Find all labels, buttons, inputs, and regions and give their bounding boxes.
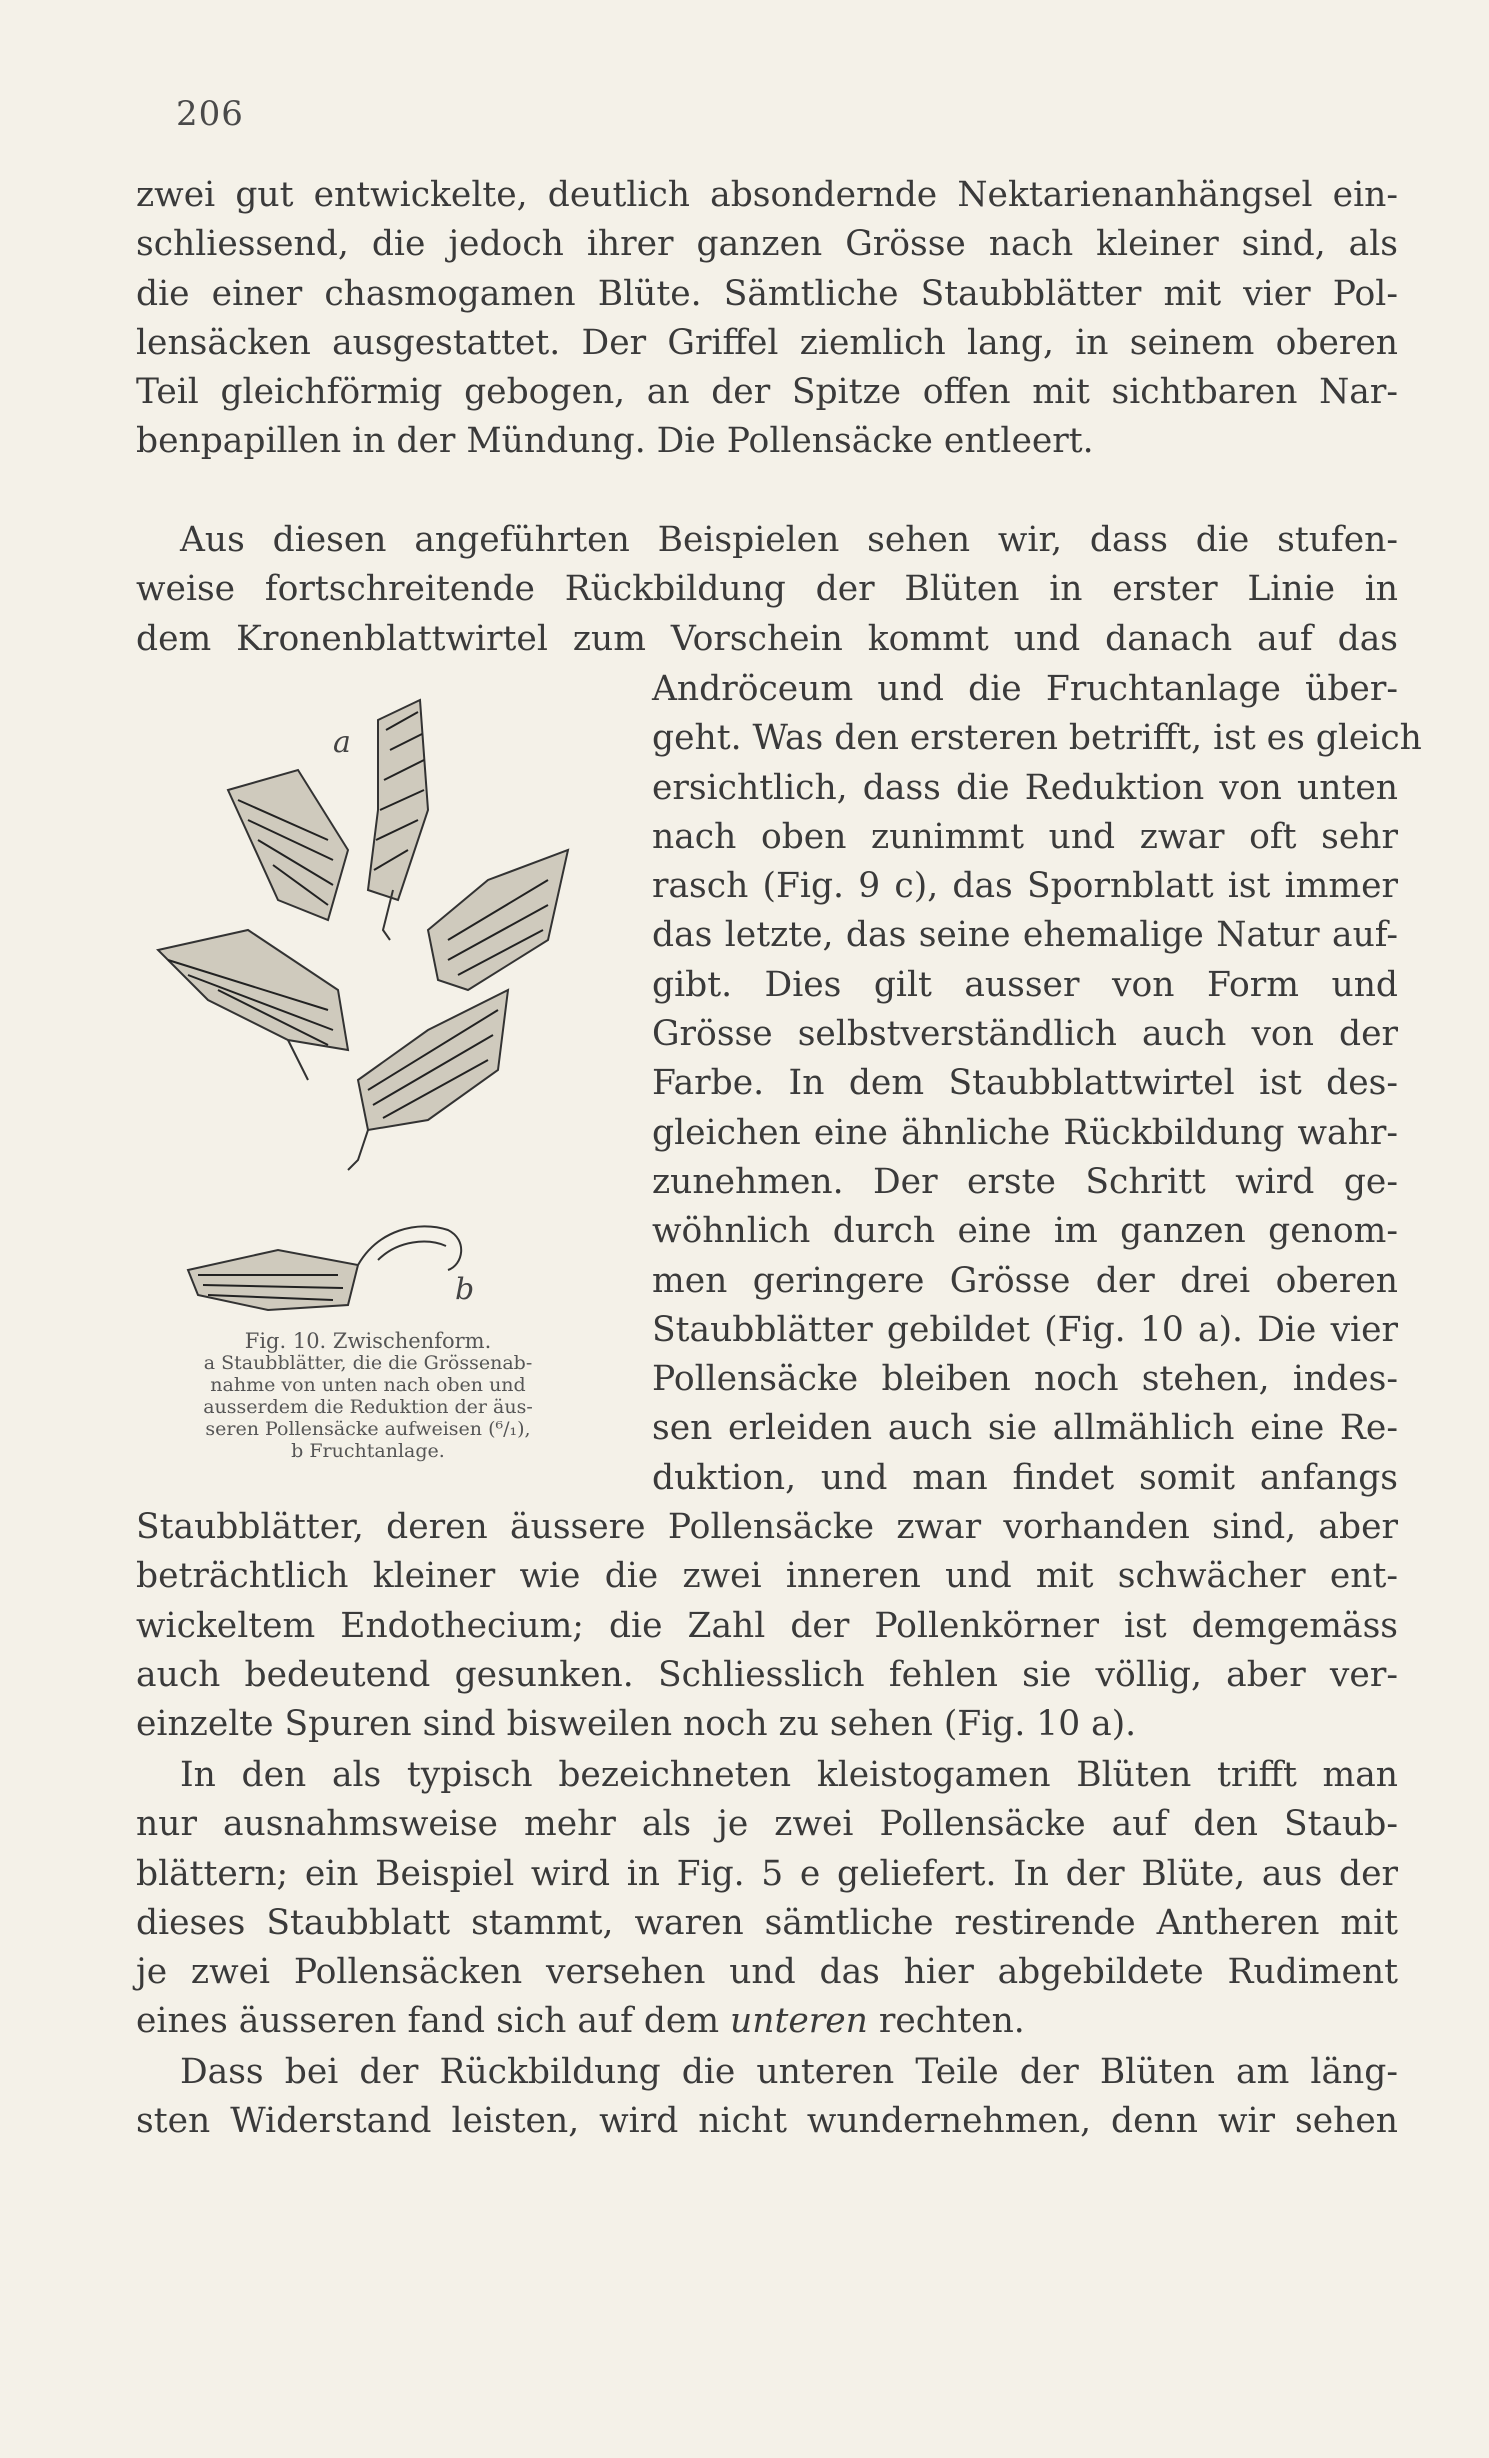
text-line: In den als typisch bezeichneten kleistogamen Blüten trifft man <box>180 1755 1398 1795</box>
text-line: Dass bei der Rückbildung die unteren Teile der Blüten am läng- <box>180 2052 1398 2092</box>
text-line: dieses Staubblatt stammt, waren sämtliche restirende Antheren mit <box>136 1902 1398 1943</box>
text-line: duktion, und man findet somit anfangs <box>652 1457 1398 1498</box>
paragraph-2-full <box>136 516 1398 664</box>
text-line: lensäcken ausgestattet. Der Griffel ziemlich lang, in seinem oberen <box>136 322 1398 363</box>
text-segment: rechten. <box>867 2001 1025 2042</box>
figure-caption <box>128 1330 608 1462</box>
paragraph-4 <box>136 2048 1398 2147</box>
text-line: einzelte Spuren sind bisweilen noch zu sehen (Fig. 10 a). <box>136 1704 1137 1745</box>
caption-line: a Staubblätter, die die Grössenab- <box>203 1352 533 1374</box>
text-line <box>136 1997 1398 2046</box>
text-line: rasch (Fig. 9 c), das Spornblatt ist immer <box>652 866 1398 907</box>
text-line: gibt. Dies gilt ausser von Form und <box>652 964 1398 1005</box>
text-line: Andröceum und die Fruchtanlage über- <box>652 669 1398 709</box>
fruit-illustration <box>188 1226 461 1310</box>
figure-label-b: b <box>455 1272 475 1307</box>
paragraph-2-rest <box>136 1503 1398 1749</box>
text-line: nur ausnahmsweise mehr als je zwei Pollensäcke auf den Staub- <box>136 1804 1398 1845</box>
caption-line: ausserdem die Reduktion der äus- <box>203 1396 533 1418</box>
stamen-right-1 <box>428 850 568 990</box>
text-line: benpapillen in der Mündung. Die Pollensäcke entleert. <box>136 421 1094 462</box>
figure-label-a: a <box>333 725 351 760</box>
text-line: nach oben zunimmt und zwar oft sehr <box>652 816 1398 857</box>
text-line: men geringere Grösse der drei oberen <box>652 1260 1398 1301</box>
text-line: die einer chasmogamen Blüte. Sämtliche Staubblätter mit vier Pol- <box>136 273 1398 314</box>
text-line: Pollensäcke bleiben noch stehen, indes- <box>652 1359 1398 1400</box>
text-line: Teil gleichförmig gebogen, an der Spitze offen mit sichtbaren Nar- <box>136 372 1398 413</box>
emphasized-word: unteren <box>730 2001 868 2042</box>
stamen-right-2 <box>348 990 508 1170</box>
caption-line: nahme von unten nach oben und <box>210 1374 526 1396</box>
page-number: 206 <box>176 94 244 134</box>
text-line: Farbe. In dem Staubblattwirtel ist des- <box>652 1063 1398 1104</box>
caption-line: seren Pollensäcke aufweisen (⁶/₁), <box>205 1418 531 1440</box>
caption-line: b Fruchtanlage. <box>291 1440 445 1462</box>
stamen-top <box>368 700 428 940</box>
text-line: ersichtlich, dass die Reduktion von unten <box>652 767 1398 808</box>
text-line: wöhnlich durch eine im ganzen genom- <box>652 1211 1398 1252</box>
text-line: blättern; ein Beispiel wird in Fig. 5 e geliefert. In der Blüte, aus der <box>136 1853 1398 1894</box>
text-line: dem Kronenblattwirtel zum Vorschein kommt und danach auf das <box>136 618 1398 659</box>
stamen-left-1 <box>228 770 348 920</box>
stamen-left-2 <box>158 930 348 1080</box>
text-line: wickeltem Endothecium; die Zahl der Pollenkörner ist demgemäss <box>136 1605 1398 1646</box>
text-line: Grösse selbstverständlich auch von der <box>652 1014 1398 1055</box>
caption-title: Fig. 10. Zwischenform. <box>244 1329 492 1353</box>
paragraph-3 <box>136 1751 1398 2047</box>
paragraph-1 <box>136 171 1398 467</box>
text-line: je zwei Pollensäcken versehen und das hier abgebildete Rudiment <box>136 1952 1398 1993</box>
text-segment: eines äusseren fand sich auf dem <box>136 2001 731 2042</box>
stamen-illustration <box>128 690 638 1320</box>
text-line: geht. Was den ersteren betrifft, ist es gleich <box>652 718 1422 759</box>
text-line: zwei gut entwickelte, deutlich absondernde Nektarienanhängsel ein- <box>136 175 1398 215</box>
text-line: zunehmen. Der erste Schritt wird ge- <box>652 1161 1398 1202</box>
text-line: auch bedeutend gesunken. Schliesslich fehlen sie völlig, aber ver- <box>136 1654 1398 1695</box>
paragraph-2-right-column <box>652 665 1422 1503</box>
text-line: beträchtlich kleiner wie die zwei inneren und mit schwächer ent- <box>136 1556 1398 1597</box>
text-line: Staubblätter, deren äussere Pollensäcke zwar vorhanden sind, aber <box>136 1507 1398 1547</box>
text-line: schliessend, die jedoch ihrer ganzen Grösse nach kleiner sind, als <box>136 224 1398 265</box>
text-line: das letzte, das seine ehemalige Natur auf- <box>652 915 1398 956</box>
text-line: Staubblätter gebildet (Fig. 10 a). Die vier <box>652 1309 1398 1350</box>
text-line: sen erleiden auch sie allmählich eine Re- <box>652 1408 1398 1449</box>
text-line: weise fortschreitende Rückbildung der Blüten in erster Linie in <box>136 569 1398 610</box>
text-line: sten Widerstand leisten, wird nicht wundernehmen, denn wir sehen <box>136 2101 1398 2142</box>
text-line: gleichen eine ähnliche Rückbildung wahr- <box>652 1112 1398 1153</box>
text-line: Aus diesen angeführten Beispielen sehen wir, dass die stufen- <box>180 520 1398 560</box>
figure-10 <box>128 690 638 1320</box>
